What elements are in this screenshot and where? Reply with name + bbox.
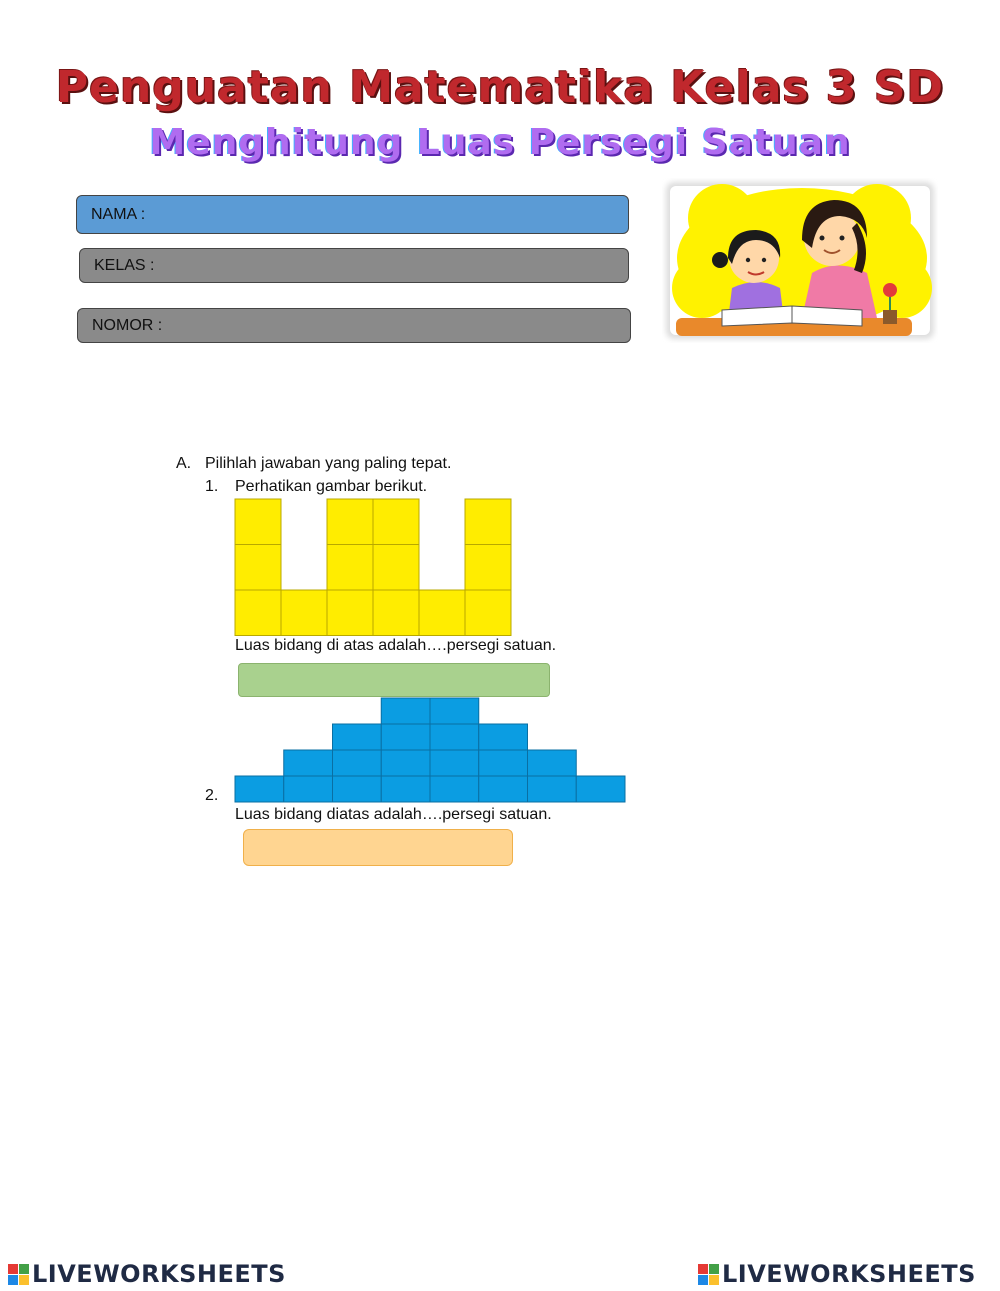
unit-square [381,776,430,802]
unit-square [235,776,284,802]
nama-label: NAMA : [91,205,146,223]
kelas-field[interactable] [79,248,629,283]
unit-square [327,590,373,636]
unit-square [528,750,577,776]
unit-square [235,499,281,545]
unit-square [479,724,528,750]
nomor-field[interactable] [77,308,631,343]
brand-left-text: LIVEWORKSHEETS [32,1260,286,1288]
question-1-figure [234,498,514,638]
unit-square [479,750,528,776]
unit-square [430,750,479,776]
unit-square [430,724,479,750]
unit-square [381,724,430,750]
kelas-label: KELAS : [94,256,155,274]
liveworksheets-logo-right [698,1260,976,1288]
unit-square [430,776,479,802]
unit-square [333,724,382,750]
liveworksheets-mark-icon [698,1264,719,1285]
nama-input[interactable] [145,195,628,234]
unit-square [373,545,419,591]
worksheet-subtitle: Menghitung Luas Persegi Satuan [149,122,851,163]
unit-square [419,590,465,636]
nomor-label: NOMOR : [92,316,163,334]
unit-square [327,545,373,591]
nama-field[interactable] [76,195,629,234]
section-letter: A. [176,455,192,472]
unit-square [327,499,373,545]
unit-square [284,750,333,776]
question-2-answer-box[interactable] [243,829,513,866]
unit-square [465,545,511,591]
liveworksheets-mark-icon [8,1264,29,1285]
brand-right-text: LIVEWORKSHEETS [722,1260,976,1288]
unit-square [576,776,625,802]
section-instruction: Pilihlah jawaban yang paling tepat. [205,455,452,472]
question-1-answer-input[interactable] [239,664,549,696]
mother-child-reading-illustration [662,178,938,343]
question-1-text: Luas bidang di atas adalah….persegi satuan. [235,637,557,654]
question-1-answer-box[interactable] [238,663,550,697]
unit-square [235,545,281,591]
unit-square [528,776,577,802]
unit-square [465,499,511,545]
unit-square [381,698,430,724]
nomor-input[interactable] [162,308,630,343]
unit-square [430,698,479,724]
unit-square [333,776,382,802]
unit-square [381,750,430,776]
unit-square [479,776,528,802]
unit-square [333,750,382,776]
question-1-number: 1. [205,478,219,495]
worksheet-title: Penguatan Matematika Kelas 3 SD [55,62,945,113]
liveworksheets-logo-left [8,1260,286,1288]
question-1-prompt: Perhatikan gambar berikut. [235,478,428,495]
unit-square [281,590,327,636]
question-2-answer-input[interactable] [244,830,512,865]
question-2-text: Luas bidang diatas adalah….persegi satuan. [235,806,552,823]
unit-square [373,590,419,636]
unit-square [465,590,511,636]
question-2-figure [234,697,628,803]
unit-square [284,776,333,802]
unit-square [235,590,281,636]
kelas-input[interactable] [154,248,628,283]
question-2-number: 2. [205,787,219,804]
unit-square [373,499,419,545]
